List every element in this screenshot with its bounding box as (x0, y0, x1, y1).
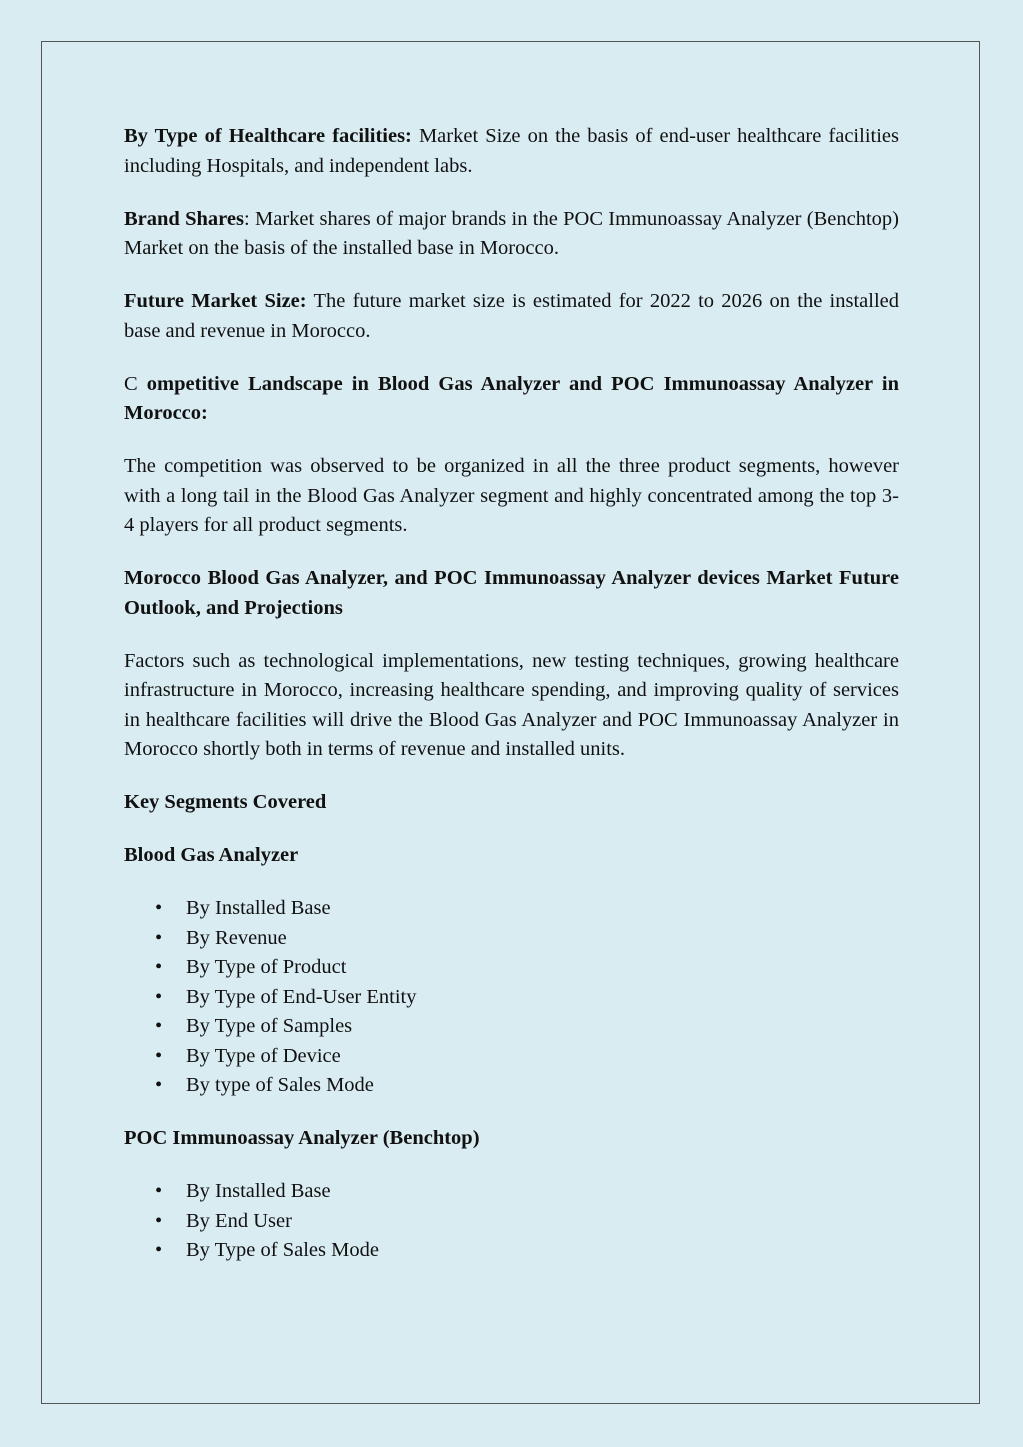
label-brand-shares: Brand Shares (124, 207, 244, 230)
list-item (124, 924, 899, 954)
list-item-text: By End User (186, 1209, 292, 1232)
paragraph-brand-shares (124, 205, 899, 264)
bullet-icon: • (155, 897, 163, 919)
list-item (124, 983, 899, 1013)
document-body (124, 122, 899, 1289)
list-item-text: By Installed Base (186, 1180, 331, 1202)
list-item (124, 1071, 899, 1101)
bullet-icon: • (155, 956, 163, 978)
bullet-icon: • (155, 926, 163, 949)
bullet-icon: • (155, 1044, 163, 1067)
list-item-text: By Type of Product (186, 956, 347, 978)
heading-competitive-first-letter: C (124, 372, 147, 395)
text-healthcare-facilities: Market Size on the basis of end-user healthcare facilities including Hospitals, and independent labs. (124, 125, 899, 177)
list-item (124, 1177, 899, 1207)
list-item (124, 1207, 899, 1237)
text-brand-shares: : Market shares of major brands in the POC Immunoassay Analyzer (Benchtop) Market on the basis of the installed base in Morocco. (124, 207, 900, 259)
bullet-icon: • (155, 1074, 163, 1096)
list-item-text: By Revenue (186, 926, 287, 949)
heading-future-outlook: Morocco Blood Gas Analyzer, and POC Immunoassay Analyzer devices Market Future Outlook, and Projections (124, 567, 899, 619)
bullet-icon: • (155, 1180, 163, 1202)
list-item-text: By Type of End-User Entity (186, 985, 417, 1008)
text-future-market-size: The future market size is estimated for 2022 to 2026 on the installed base and revenue in Morocco. (124, 290, 899, 342)
paragraph-future-market-size (124, 287, 899, 346)
list-item (124, 894, 899, 924)
bullet-icon: • (155, 1239, 163, 1261)
bullet-icon: • (155, 1209, 163, 1232)
list-item-text: By type of Sales Mode (186, 1074, 374, 1096)
paragraph-outlook: Factors such as technological implementations, new testing techniques, growing healthcare infrastructure in Morocco, increasing healthcare spending, and improving quality of services in healthcare facilities will drive the Blood Gas Analyzer and POC Immunoassay Analyzer in Morocco shortly both in terms of revenue and installed units. (124, 649, 899, 760)
heading-poc-immunoassay: POC Immunoassay Analyzer (Benchtop) (124, 1127, 480, 1149)
list-item (124, 1236, 899, 1266)
heading-key-segments: Key Segments Covered (124, 791, 327, 813)
list-item-text: By Type of Samples (186, 1015, 353, 1037)
list-item-text: By Installed Base (186, 897, 331, 919)
list-item (124, 953, 899, 983)
list-item-text: By Type of Sales Mode (186, 1239, 379, 1261)
heading-competitive-rest: ompetitive Landscape in Blood Gas Analyzer and POC Immunoassay Analyzer in Morocco: (124, 372, 899, 424)
heading-blood-gas-analyzer: Blood Gas Analyzer (124, 844, 299, 866)
paragraph-competition: The competition was observed to be organized in all the three product segments, however with a long tail in the Blood Gas Analyzer segment and highly concentrated among the top 3-4 players for all product segments. (124, 455, 899, 536)
list-blood-gas-analyzer (124, 894, 899, 1101)
label-healthcare-facilities: By Type of Healthcare facilities: (124, 125, 412, 147)
list-item (124, 1012, 899, 1042)
list-poc-immunoassay (124, 1177, 899, 1266)
paragraph-healthcare-facilities (124, 122, 899, 181)
list-item-text: By Type of Device (186, 1044, 341, 1067)
label-future-market-size: Future Market Size: (124, 290, 307, 312)
heading-competitive-landscape (124, 370, 899, 429)
bullet-icon: • (155, 985, 163, 1008)
bullet-icon: • (155, 1015, 163, 1037)
list-item (124, 1042, 899, 1072)
